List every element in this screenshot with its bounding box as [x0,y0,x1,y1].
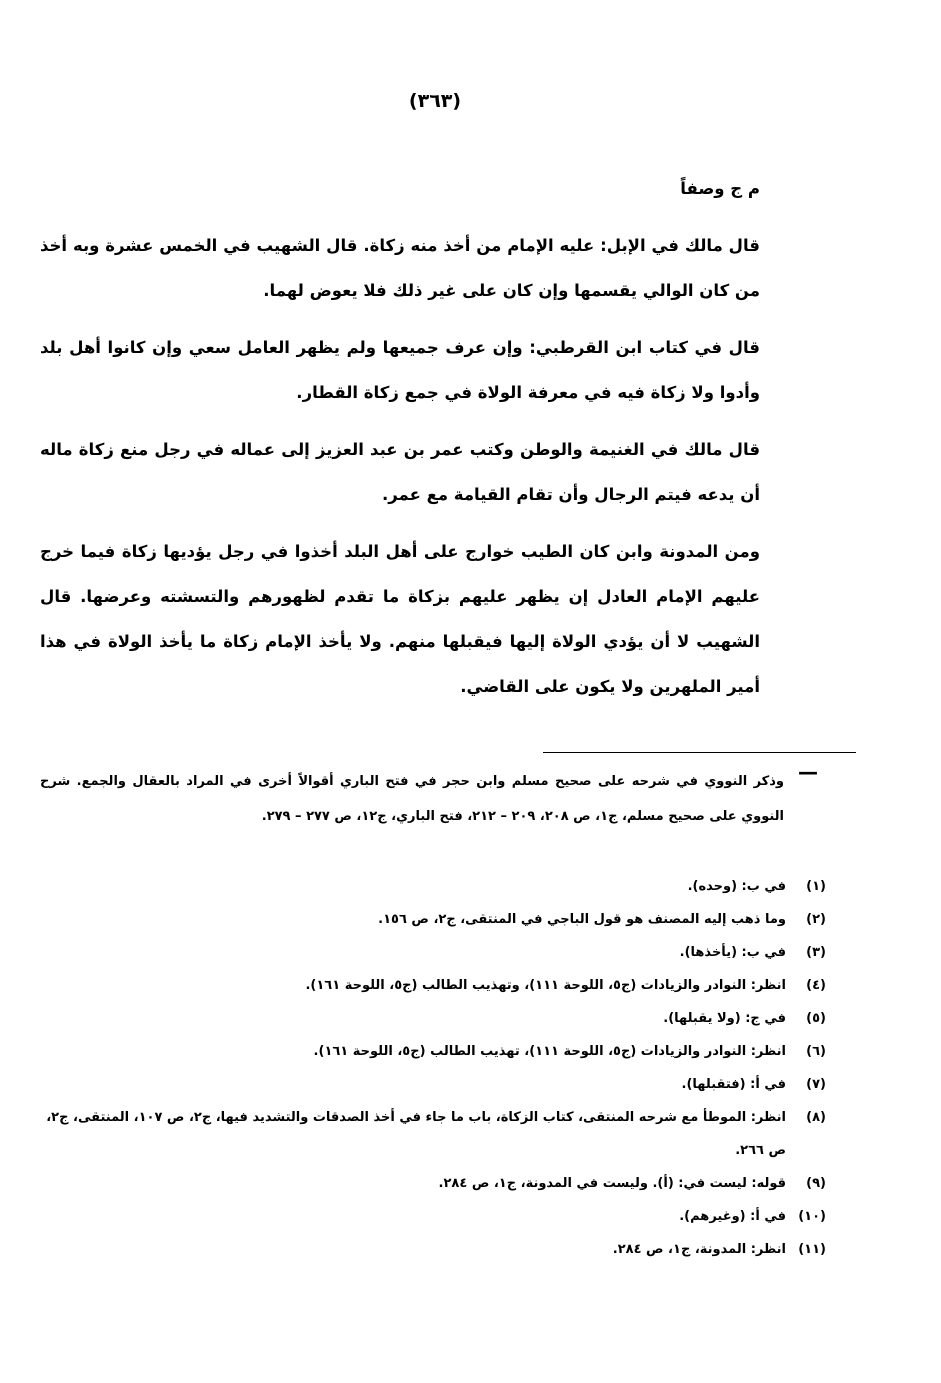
footnotes-list [40,870,826,1266]
footnote [40,903,826,936]
footnote [40,1233,826,1266]
footnote [40,936,826,969]
paragraph: قال في كتاب ابن القرطبي: وإن عرف جميعها ولم يظهر العامل سعي وإن كانوا أهل بلد وأدوا ولا زكاة فيه في معرفة الولاة في جمع زكاة القطار. [40,338,760,402]
footnote [40,1035,826,1068]
footnote-number: (٥) [806,1011,826,1026]
footnote-text: في ب: (وحده). [687,879,786,894]
footnote-number: (٨) [806,1110,826,1125]
footnote-number: (٢) [806,912,826,927]
paragraph: قال مالك في الإبل: عليه الإمام من أخذ منه زكاة. قال الشهيب في الخمس عشرة وبه أخذ من كان الوالي يقسمها وإن كان على غير ذلك فلا يعوض لهما. [40,236,760,300]
footnote-number: (٤) [806,978,826,993]
footnote [40,969,826,1002]
footnote-separator [543,752,856,753]
footnote-number: (١) [806,879,826,894]
paragraph: قال مالك في الغنيمة والوطن وكتب عمر بن عبد العزيز إلى عماله في رجل منع زكاة ماله أن يدعه فيتم الرجال وأن تقام القيامة مع عمر. [40,440,760,504]
footnote-number: (٧) [806,1077,826,1092]
page-number: (٣٦٣) [408,90,462,112]
paragraph: ومن المدونة وابن كان الطيب خوارج على أهل البلد أخذوا في رجل يؤديها زكاة فيما خرج عليهم الإمام العادل إن يظهر عليهم بزكاة ما تقدم لظهورهم والتسشته وعرضها. قال الشهيب لا أن يؤدي الولاة إليها فيقبلها منهم. ولا يأخذ الإمام زكاة ما يأخذ الولاة في هذا أمير الملهرين ولا يكون على القاضي. [40,542,760,696]
footnote-text: انظر: المدونة، ج١، ص ٢٨٤. [612,1242,786,1257]
paragraph: م ج وصفاً [680,179,760,198]
footnote [40,1101,826,1167]
footnote-number: (١١) [798,1242,826,1257]
footnote [40,1002,826,1035]
footnote-text: وما ذهب إليه المصنف هو قول الباجي في المنتقى، ج٢، ص ١٥٦. [378,912,786,927]
footnote-number: (٣) [806,945,826,960]
footnote-dash: — [798,760,818,784]
footnote-text: في أ: (فتقبلها). [681,1077,786,1092]
footnote [40,1200,826,1233]
footnote-text: في ج: (ولا يقبلها). [663,1011,786,1026]
footnote-continuation: وذكر النووي في شرحه على صحيح مسلم وابن حجر في فتح الباري أقوالاً أخرى في المراد بالعقال والجمع. شرح النووي على صحيح مسلم، ج١، ص ٢٠٨، ٢٠٩ – ٢١٢، فتح الباري، ج١٢، ص ٢٧٧ – ٢٧٩. [40,774,784,824]
footnote-text: انظر: النوادر والزيادات (ج٥، اللوحة ١١١)، وتهذيب الطالب (ج٥، اللوحة ١٦١). [305,978,786,993]
footnote-number: (١٠) [798,1209,826,1224]
footnote [40,1167,826,1200]
footnote [40,870,826,903]
footnote-number: (٦) [806,1044,826,1059]
footnote-text: انظر: الموطأ مع شرحه المنتقى، كتاب الزكاة، باب ما جاء في أخذ الصدقات والتشديد فيها، ج٢، ص ١٠٧، المنتقى، ج٢، ص ٢٦٦. [46,1110,786,1158]
footnote [40,1068,826,1101]
main-text [40,166,760,721]
footnote-text: انظر: النوادر والزيادات (ج٥، اللوحة ١١١)، تهذيب الطالب (ج٥، اللوحة ١٦١). [313,1044,786,1059]
footnote-text: في ب: (يأخذها). [679,945,786,960]
footnote-number: (٩) [806,1176,826,1191]
footnote-text: في أ: (وغيرهم). [679,1209,786,1224]
footnote-text: قوله: ليست في: (أ). وليست في المدونة، ج١، ص ٢٨٤. [438,1176,786,1191]
